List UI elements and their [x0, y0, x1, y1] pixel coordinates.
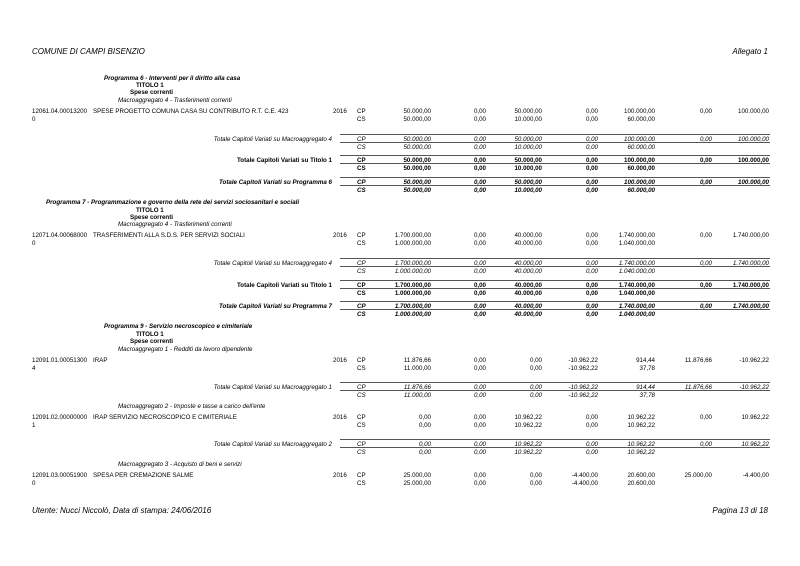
total-label: Totale Capitoli Variati su Macroaggregato 4 [213, 136, 332, 143]
amount-cell: 0,00 [699, 303, 712, 310]
program-heading: Programma 9 - Servizio necroscopico e cimiteriale [104, 323, 253, 330]
cs-label: CS [357, 365, 366, 372]
total-label: Totale Capitoli Variati su Titolo 1 [236, 157, 332, 164]
amount-cell: 50.000,00 [514, 157, 542, 164]
amount-cell: 40.000,00 [514, 290, 542, 297]
amount-cell: 50.000,00 [403, 116, 431, 123]
amount-cell: 0,00 [473, 357, 486, 364]
total-label: Totale Capitoli Variati su Macroaggregato 1 [213, 384, 332, 391]
chapter-description: TRASFERIMENTI ALLA S.D.S. PER SERVIZI SOCIALI [93, 232, 245, 239]
chapter-code: 12061.04.00013200 [32, 108, 88, 115]
amount-cell: 0,00 [473, 268, 486, 275]
amount-cell: 0,00 [473, 282, 486, 289]
amount-cell: 11.000,00 [403, 365, 431, 372]
amount-cell: 0,00 [585, 240, 598, 247]
amount-cell: 0,00 [585, 303, 598, 310]
amount-cell: 0,00 [585, 441, 598, 448]
amount-cell: 0,00 [585, 449, 598, 456]
amount-cell: 1.700.000,00 [394, 303, 431, 310]
cp-label: CP [357, 357, 366, 364]
amount-cell: 0,00 [529, 480, 542, 487]
amount-cell: -10.962,22 [568, 365, 598, 372]
amount-cell: 0,00 [699, 414, 712, 421]
amount-cell: 1.700.000,00 [394, 232, 431, 239]
amount-cell: 40.000,00 [514, 232, 542, 239]
amount-cell: 0,00 [473, 365, 486, 372]
chapter-description: IRAP SERVIZIO NECROSCOPICO E CIMITERIALE [93, 414, 237, 421]
amount-cell: 0,00 [473, 480, 486, 487]
amount-cell: 37,78 [639, 365, 655, 372]
amount-cell: 100.000,00 [624, 136, 655, 143]
amount-cell: 0,00 [585, 268, 598, 275]
divider [340, 309, 770, 310]
amount-cell: 0,00 [585, 260, 598, 267]
amount-cell: 0,00 [699, 136, 712, 143]
amount-cell: 25.000,00 [403, 480, 431, 487]
total-label: Totale Capitoli Variati su Titolo 1 [236, 282, 332, 289]
section-heading: Spese correnti [130, 214, 173, 221]
amount-cell: 1.740.000,00 [732, 282, 769, 289]
cp-label: CP [357, 441, 366, 448]
macroaggregate-heading: Macroaggregato 4 - Trasferimenti correnti [118, 221, 232, 228]
cs-label: CS [357, 392, 366, 399]
amount-cell: 20.600,00 [627, 480, 655, 487]
amount-cell: -10.962,22 [568, 384, 598, 391]
amount-cell: 0,00 [585, 232, 598, 239]
amount-cell: 60.000,00 [627, 144, 655, 151]
total-label: Totale Capitoli Variati su Macroaggregato 2 [213, 441, 332, 448]
amount-cell: 0,00 [585, 144, 598, 151]
amount-cell: 1.700.000,00 [394, 282, 431, 289]
divider [340, 301, 770, 302]
cp-label: CP [357, 282, 366, 289]
amount-cell: 1.040.000,00 [618, 268, 655, 275]
amount-cell: 0,00 [699, 179, 712, 186]
chapter-year: 2016 [333, 472, 347, 479]
amount-cell: 0,00 [585, 311, 598, 318]
chapter-year: 2016 [333, 414, 347, 421]
amount-cell: 11.000,00 [403, 392, 431, 399]
cp-label: CP [357, 472, 366, 479]
amount-cell: 0,00 [699, 441, 712, 448]
amount-cell: 0,00 [585, 187, 598, 194]
amount-cell: 0,00 [585, 282, 598, 289]
divider [340, 447, 770, 448]
amount-cell: 0,00 [699, 282, 712, 289]
chapter-code: 12071.04.00068000 [32, 232, 88, 239]
amount-cell: 1.740.000,00 [618, 232, 655, 239]
amount-cell: 1.040.000,00 [618, 311, 655, 318]
amount-cell: 0,00 [473, 165, 486, 172]
amount-cell: 0,00 [473, 414, 486, 421]
amount-cell: 50.000,00 [514, 179, 542, 186]
chapter-code-suffix: 0 [32, 480, 36, 487]
chapter-year: 2016 [333, 357, 347, 364]
amount-cell: 10.000,00 [514, 144, 542, 151]
amount-cell: 1.000.000,00 [394, 240, 431, 247]
amount-cell: 40.000,00 [514, 240, 542, 247]
amount-cell: 25.000,00 [403, 472, 431, 479]
total-label: Totale Capitoli Variati su Programma 6 [218, 179, 332, 186]
title-heading: TITOLO 1 [136, 82, 164, 89]
amount-cell: 0,00 [473, 422, 486, 429]
divider [340, 185, 770, 186]
amount-cell: 0,00 [585, 422, 598, 429]
amount-cell: 50.000,00 [514, 108, 542, 115]
amount-cell: 0,00 [699, 157, 712, 164]
divider [340, 266, 770, 267]
amount-cell: 0,00 [418, 422, 431, 429]
amount-cell: 40.000,00 [514, 311, 542, 318]
cp-label: CP [357, 136, 366, 143]
amount-cell: 50.000,00 [514, 136, 542, 143]
amount-cell: 0,00 [473, 303, 486, 310]
cp-label: CP [357, 303, 366, 310]
amount-cell: 0,00 [529, 357, 542, 364]
amount-cell: 10.962,22 [514, 441, 542, 448]
amount-cell: 0,00 [529, 392, 542, 399]
cp-label: CP [357, 384, 366, 391]
amount-cell: 1.740.000,00 [618, 260, 655, 267]
cs-label: CS [357, 268, 366, 275]
cs-label: CS [357, 187, 366, 194]
amount-cell: 1.000.000,00 [394, 311, 431, 318]
amount-cell: 0,00 [473, 157, 486, 164]
amount-cell: -10.962,22 [739, 384, 769, 391]
amount-cell: -10.962,22 [739, 357, 769, 364]
amount-cell: 1.740.000,00 [732, 260, 769, 267]
cs-label: CS [357, 480, 366, 487]
divider [340, 258, 770, 259]
program-heading: Programma 6 - Interventi per il diritto alla casa [104, 75, 241, 82]
divider [340, 155, 770, 156]
footer-user: Utente: Nucci Niccolò, Data di stampa: 24/06/2016 [32, 506, 212, 515]
amount-cell: 10.000,00 [514, 187, 542, 194]
amount-cell: 40.000,00 [514, 268, 542, 275]
amount-cell: 1.740.000,00 [732, 232, 769, 239]
amount-cell: 0,00 [585, 179, 598, 186]
chapter-year: 2016 [333, 232, 347, 239]
amount-cell: 50.000,00 [403, 179, 431, 186]
total-label: Totale Capitoli Variati su Programma 7 [218, 303, 332, 310]
amount-cell: 100.000,00 [624, 157, 655, 164]
amount-cell: 0,00 [473, 108, 486, 115]
macroaggregate-heading: Macroaggregato 4 - Trasferimenti correnti [118, 97, 232, 104]
amount-cell: 0,00 [585, 116, 598, 123]
cs-label: CS [357, 290, 366, 297]
divider [340, 390, 770, 391]
cs-label: CS [357, 422, 366, 429]
divider [340, 382, 770, 383]
amount-cell: 10.000,00 [514, 116, 542, 123]
amount-cell: 10.962,22 [627, 422, 655, 429]
amount-cell: 0,00 [585, 414, 598, 421]
cp-label: CP [357, 179, 366, 186]
amount-cell: 0,00 [418, 449, 431, 456]
divider [340, 134, 770, 135]
amount-cell: 60.000,00 [627, 187, 655, 194]
program-heading: Programma 7 - Programmazione e governo della rete dei servizi sociosanitari e sociali [46, 199, 300, 206]
cs-label: CS [357, 144, 366, 151]
amount-cell: 11.876,66 [403, 384, 431, 391]
amount-cell: 0,00 [473, 311, 486, 318]
divider [340, 288, 770, 289]
amount-cell: 0,00 [529, 472, 542, 479]
amount-cell: 50.000,00 [403, 144, 431, 151]
amount-cell: 10.962,22 [627, 441, 655, 448]
amount-cell: 0,00 [529, 384, 542, 391]
amount-cell: 40.000,00 [514, 260, 542, 267]
amount-cell: 40.000,00 [514, 303, 542, 310]
chapter-year: 2016 [333, 108, 347, 115]
amount-cell: -10.962,22 [568, 357, 598, 364]
amount-cell: 0,00 [699, 260, 712, 267]
header-attachment: Allegato 1 [732, 47, 768, 56]
amount-cell: 0,00 [473, 472, 486, 479]
macroaggregate-heading: Macroaggregato 3 - Acquisto di beni e servizi [118, 461, 242, 468]
amount-cell: 0,00 [699, 232, 712, 239]
amount-cell: 1.000.000,00 [394, 268, 431, 275]
amount-cell: 0,00 [418, 441, 431, 448]
cp-label: CP [357, 260, 366, 267]
cs-label: CS [357, 311, 366, 318]
cp-label: CP [357, 232, 366, 239]
chapter-code: 12091.02.00000000 [32, 414, 88, 421]
total-label: Totale Capitoli Variati su Macroaggregato 4 [213, 260, 332, 267]
amount-cell: 1.700.000,00 [394, 260, 431, 267]
amount-cell: 20.600,00 [627, 472, 655, 479]
title-heading: TITOLO 1 [136, 331, 164, 338]
amount-cell: 100.000,00 [738, 136, 769, 143]
amount-cell: 10.962,22 [627, 414, 655, 421]
amount-cell: 50.000,00 [403, 157, 431, 164]
amount-cell: 1.000.000,00 [394, 290, 431, 297]
cs-label: CS [357, 116, 366, 123]
amount-cell: 40.000,00 [514, 282, 542, 289]
amount-cell: 100.000,00 [624, 108, 655, 115]
amount-cell: -4.400,00 [571, 480, 598, 487]
chapter-code-suffix: 4 [32, 365, 36, 372]
cs-label: CS [357, 240, 366, 247]
amount-cell: 0,00 [585, 108, 598, 115]
amount-cell: 0,00 [473, 144, 486, 151]
chapter-description: IRAP [93, 357, 108, 364]
amount-cell: 0,00 [473, 240, 486, 247]
amount-cell: 100.000,00 [738, 108, 769, 115]
divider [340, 177, 770, 178]
chapter-code-suffix: 1 [32, 422, 36, 429]
chapter-description: SPESA PER CREMAZIONE SALME [93, 472, 194, 479]
amount-cell: -4.400,00 [571, 472, 598, 479]
amount-cell: 914,44 [636, 384, 655, 391]
amount-cell: 10.962,22 [741, 441, 769, 448]
amount-cell: 0,00 [473, 392, 486, 399]
amount-cell: 0,00 [585, 165, 598, 172]
cp-label: CP [357, 414, 366, 421]
chapter-code-suffix: 0 [32, 116, 36, 123]
amount-cell: 11.876,66 [684, 384, 712, 391]
macroaggregate-heading: Macroaggregato 1 - Redditi da lavoro dipendente [118, 346, 253, 353]
title-heading: TITOLO 1 [136, 207, 164, 214]
amount-cell: 914,44 [636, 357, 655, 364]
amount-cell: 10.962,22 [514, 414, 542, 421]
section-heading: Spese correnti [130, 338, 173, 345]
amount-cell: 10.962,22 [514, 422, 542, 429]
amount-cell: 10.962,22 [741, 414, 769, 421]
amount-cell: 0,00 [473, 260, 486, 267]
amount-cell: 0,00 [699, 108, 712, 115]
divider [340, 439, 770, 440]
amount-cell: 50.000,00 [403, 165, 431, 172]
amount-cell: 50.000,00 [403, 108, 431, 115]
macroaggregate-heading: Macroaggregato 2 - Imposte e tasse a carico dell'ente [118, 403, 266, 410]
divider [340, 163, 770, 164]
amount-cell: 100.000,00 [738, 179, 769, 186]
amount-cell: 0,00 [473, 232, 486, 239]
amount-cell: 0,00 [585, 290, 598, 297]
amount-cell: 50.000,00 [403, 136, 431, 143]
amount-cell: 0,00 [585, 136, 598, 143]
amount-cell: -4.400,00 [742, 472, 769, 479]
cp-label: CP [357, 157, 366, 164]
amount-cell: 0,00 [585, 157, 598, 164]
amount-cell: 10.000,00 [514, 165, 542, 172]
amount-cell: 11.876,66 [403, 357, 431, 364]
amount-cell: 50.000,00 [403, 187, 431, 194]
amount-cell: 1.740.000,00 [732, 303, 769, 310]
footer-page: Pagina 13 di 18 [712, 506, 768, 515]
amount-cell: 100.000,00 [624, 179, 655, 186]
amount-cell: 0,00 [418, 414, 431, 421]
amount-cell: 0,00 [473, 290, 486, 297]
chapter-code-suffix: 0 [32, 240, 36, 247]
amount-cell: 0,00 [473, 116, 486, 123]
amount-cell: 25.000,00 [684, 472, 712, 479]
amount-cell: 0,00 [473, 441, 486, 448]
amount-cell: 1.040.000,00 [618, 240, 655, 247]
amount-cell: 1.740.000,00 [618, 303, 655, 310]
cs-label: CS [357, 165, 366, 172]
cp-label: CP [357, 108, 366, 115]
amount-cell: -10.962,22 [568, 392, 598, 399]
amount-cell: 0,00 [473, 449, 486, 456]
amount-cell: 10.962,22 [627, 449, 655, 456]
chapter-code: 12091.03.00051900 [32, 472, 88, 479]
amount-cell: 60.000,00 [627, 116, 655, 123]
header-entity: COMUNE DI CAMPI BISENZIO [32, 47, 145, 56]
chapter-description: SPESE PROGETTO COMUNA CASA SU CONTRIBUTO R.T. C.E. 423 [93, 108, 289, 115]
section-heading: Spese correnti [130, 89, 173, 96]
divider [340, 142, 770, 143]
amount-cell: 0,00 [473, 187, 486, 194]
amount-cell: 1.040.000,00 [618, 290, 655, 297]
amount-cell: 0,00 [473, 384, 486, 391]
amount-cell: 60.000,00 [627, 165, 655, 172]
cs-label: CS [357, 449, 366, 456]
chapter-code: 12091.01.00051300 [32, 357, 88, 364]
amount-cell: 1.740.000,00 [618, 282, 655, 289]
amount-cell: 0,00 [529, 365, 542, 372]
amount-cell: 0,00 [473, 136, 486, 143]
amount-cell: 100.000,00 [738, 157, 769, 164]
divider [340, 280, 770, 281]
amount-cell: 37,78 [639, 392, 655, 399]
amount-cell: 0,00 [473, 179, 486, 186]
amount-cell: 11.876,66 [684, 357, 712, 364]
amount-cell: 10.962,22 [514, 449, 542, 456]
